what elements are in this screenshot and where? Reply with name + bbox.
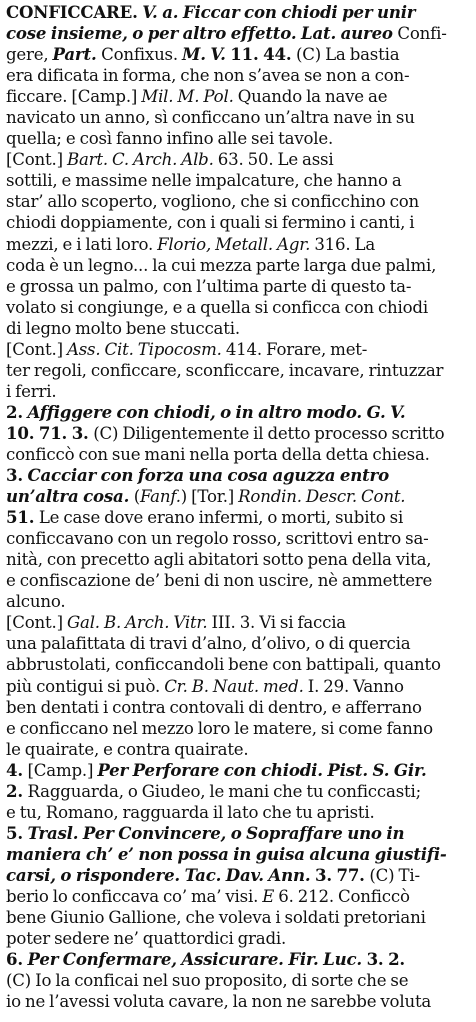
text-segment: 51. [6, 507, 39, 528]
text-segment: coda è un legno... la cui mezza parte larga due palmi, [6, 255, 437, 275]
text-line [6, 86, 468, 107]
text-segment: conficcò con sue mani nella porta della detta chiesa. [6, 444, 430, 464]
text-segment: 2. [6, 780, 28, 801]
text-segment: Quando la nave ae [237, 87, 388, 107]
text-segment: Part. [52, 44, 102, 65]
text-segment: [Camp.] [27, 760, 98, 780]
text-segment: 6. 212. Conficcò [278, 886, 410, 906]
text-segment: Confixus. [101, 45, 183, 65]
text-line [6, 128, 468, 149]
text-segment: più contigui si può. [6, 676, 165, 696]
text-line [6, 633, 468, 654]
text-segment: 6. [6, 949, 28, 970]
text-segment: [Cont.] [6, 613, 67, 633]
text-segment: 316. La [314, 234, 376, 254]
text-segment: 3. 2. [366, 949, 406, 970]
text-segment: E [262, 886, 279, 906]
text-segment: ter regoli, conficcare, sconficcare, incavare, rintuzzar [6, 360, 444, 380]
text-segment: Per Perforare con chiodi. Pist. S. Gir. [97, 759, 427, 780]
text-segment: 2. [6, 401, 28, 422]
text-line [6, 844, 468, 865]
text-segment: i ferri. [6, 381, 57, 401]
text-segment: Le case dove erano infermi, o morti, subito si [38, 508, 404, 528]
text-segment: Affiggere con chiodi, o in altro modo. G. V. [27, 401, 406, 422]
text-line [6, 234, 468, 255]
text-line [6, 23, 468, 44]
text-line [6, 318, 468, 339]
text-line [6, 44, 468, 65]
text-segment: alcuno. [6, 592, 66, 612]
text-segment: CONFICCARE. [6, 2, 138, 22]
text-segment: carsi, o rispondere. Tac. Dav. Ann. [6, 864, 315, 885]
text-line [6, 549, 468, 570]
text-segment: 4. [6, 759, 28, 780]
text-line [6, 107, 468, 128]
text-segment: 414. Forare, met- [225, 339, 368, 359]
text-line [6, 760, 468, 781]
text-segment: Ragguarda, o Giudeo, le mani che tu conficcasti; [27, 781, 421, 801]
text-line [6, 654, 468, 675]
text-line [6, 149, 468, 170]
text-segment: (C) Ti- [369, 865, 420, 885]
text-segment: star’ allo scoperto, vogliono, che si conficchino con [6, 192, 420, 212]
text-segment: maniera ch’ e’ non possa in guisa alcuna giustifi- [6, 843, 447, 864]
text-line [6, 991, 468, 1012]
text-line [6, 360, 468, 381]
text-segment: gere, [6, 45, 53, 65]
text-segment: ) [Tor.] [180, 487, 239, 507]
text-segment: navicato un anno, sì conficcano un’altra nave in su [6, 108, 415, 128]
text-segment: Confi- [397, 24, 447, 44]
text-line [6, 718, 468, 739]
text-segment: poter sedere ne’ quattordici gradi. [6, 929, 287, 949]
text-segment: 3. [6, 465, 28, 486]
text-segment: 63. 50. Le assi [217, 150, 334, 170]
text-segment: e conficcano nel mezzo loro le matere, si come fanno [6, 718, 433, 738]
text-segment: Gal. B. Arch. Vitr. [66, 613, 212, 633]
text-segment: un’altra cosa. [6, 486, 134, 507]
text-line [6, 949, 468, 970]
text-line [6, 191, 468, 212]
text-segment: sottili, e massime nelle impalcature, che hanno a [6, 171, 402, 191]
text-segment: Bart. C. Arch. Alb. [66, 150, 218, 170]
text-line [6, 212, 468, 233]
text-line [6, 465, 468, 486]
text-segment: abbrustolati, conficcandoli bene con battipali, quanto [6, 655, 441, 675]
text-segment: I. 29. Vanno [307, 676, 404, 696]
text-line [6, 591, 468, 612]
text-segment: III. 3. Vi si faccia [211, 613, 346, 633]
text-segment: Rondin. Descr. Cont. [238, 487, 406, 507]
text-line [6, 739, 468, 760]
text-segment: Cr. B. Naut. med. [164, 676, 308, 696]
text-segment: di legno molto bene stuccati. [6, 318, 240, 338]
text-line [6, 486, 468, 507]
text-line [6, 65, 468, 86]
text-segment: nità, con precetto agli abitatori sotto pena della vita, [6, 550, 432, 570]
dictionary-entry [6, 2, 468, 1012]
text-line [6, 697, 468, 718]
text-segment: e tu, Romano, ragguarda il lato che tu apristi. [6, 802, 375, 822]
text-segment: ( [133, 487, 140, 507]
text-segment: le quairate, e contra quairate. [6, 739, 249, 759]
text-line [6, 276, 468, 297]
text-line [6, 402, 468, 423]
text-segment: quella; e così fanno infino alle sei tavole. [6, 129, 334, 149]
text-line [6, 928, 468, 949]
text-segment: Ass. Cit. Tipocosm. [66, 339, 226, 359]
text-line [6, 907, 468, 928]
text-segment: [Cont.] [6, 150, 67, 170]
text-line [6, 339, 468, 360]
text-segment: Per Confermare, Assicurare. Fir. Luc. [27, 949, 367, 970]
text-segment: Cacciar con forza una cosa aguzza entro [27, 465, 389, 486]
text-line [6, 865, 468, 886]
text-segment: una palafittata di travi d’alno, d’olivo, o di quercia [6, 634, 411, 654]
text-line [6, 676, 468, 697]
text-line [6, 381, 468, 402]
text-segment: mezzi, e i lati loro. [6, 234, 158, 254]
text-segment: 10. 71. 3. [6, 422, 94, 443]
text-segment: V. a. Ficcar con chiodi per unir [137, 2, 416, 22]
text-line [6, 886, 468, 907]
text-segment: (C) Diligentemente il detto processo scritto [93, 423, 445, 443]
text-line [6, 570, 468, 591]
text-segment: io ne l’avessi voluta cavare, la non ne sarebbe voluta [6, 992, 432, 1012]
text-segment: chiodi doppiamente, con i quali si fermino i canti, i [6, 213, 415, 233]
text-line [6, 528, 468, 549]
text-line [6, 507, 468, 528]
text-line [6, 802, 468, 823]
text-line [6, 170, 468, 191]
text-line [6, 781, 468, 802]
text-segment: berio lo conficcava co’ ma’ visi. [6, 886, 263, 906]
text-segment: volato si congiunge, e a quella si conficca con chiodi [6, 297, 428, 317]
text-segment: ficcare. [Camp.] [6, 87, 142, 107]
text-segment: Fanf. [140, 487, 181, 507]
text-line [6, 444, 468, 465]
text-segment: e grossa un palmo, con l’ultima parte di questo ta- [6, 276, 412, 296]
text-line [6, 297, 468, 318]
text-segment: e confiscazione de’ beni di non uscire, nè ammettere [6, 571, 433, 591]
text-segment: Mil. M. Pol. [141, 87, 238, 107]
text-segment: conficcavano con un regolo rosso, scrittovi entro sa- [6, 529, 429, 549]
text-segment: Florio, Metall. Agr. [157, 234, 315, 254]
text-segment: M. V. [182, 44, 231, 65]
text-line [6, 423, 468, 444]
text-segment: ben dentati i contra contovali di dentro, e afferrano [6, 697, 422, 717]
text-line [6, 823, 468, 844]
text-segment: 11. 44. [230, 44, 296, 65]
text-line [6, 970, 468, 991]
text-segment: 3. 77. [314, 864, 370, 885]
text-segment: era dificata in forma, che non s’avea se non a con- [6, 66, 410, 86]
text-line [6, 2, 468, 23]
text-segment: [Cont.] [6, 339, 67, 359]
text-segment: (C) La bastia [295, 45, 400, 65]
text-line [6, 612, 468, 633]
text-segment: (C) Io la conficai nel suo proposito, di sorte che se [6, 971, 409, 991]
text-segment: cose insieme, o per altro effetto. Lat. aureo [6, 23, 398, 44]
text-segment: Trasl. Per Convincere, o Sopraffare uno in [27, 822, 405, 843]
text-line [6, 255, 468, 276]
text-segment: 5. [6, 822, 28, 843]
text-segment: bene Giunio Gallione, che voleva i soldati pretoriani [6, 908, 426, 928]
